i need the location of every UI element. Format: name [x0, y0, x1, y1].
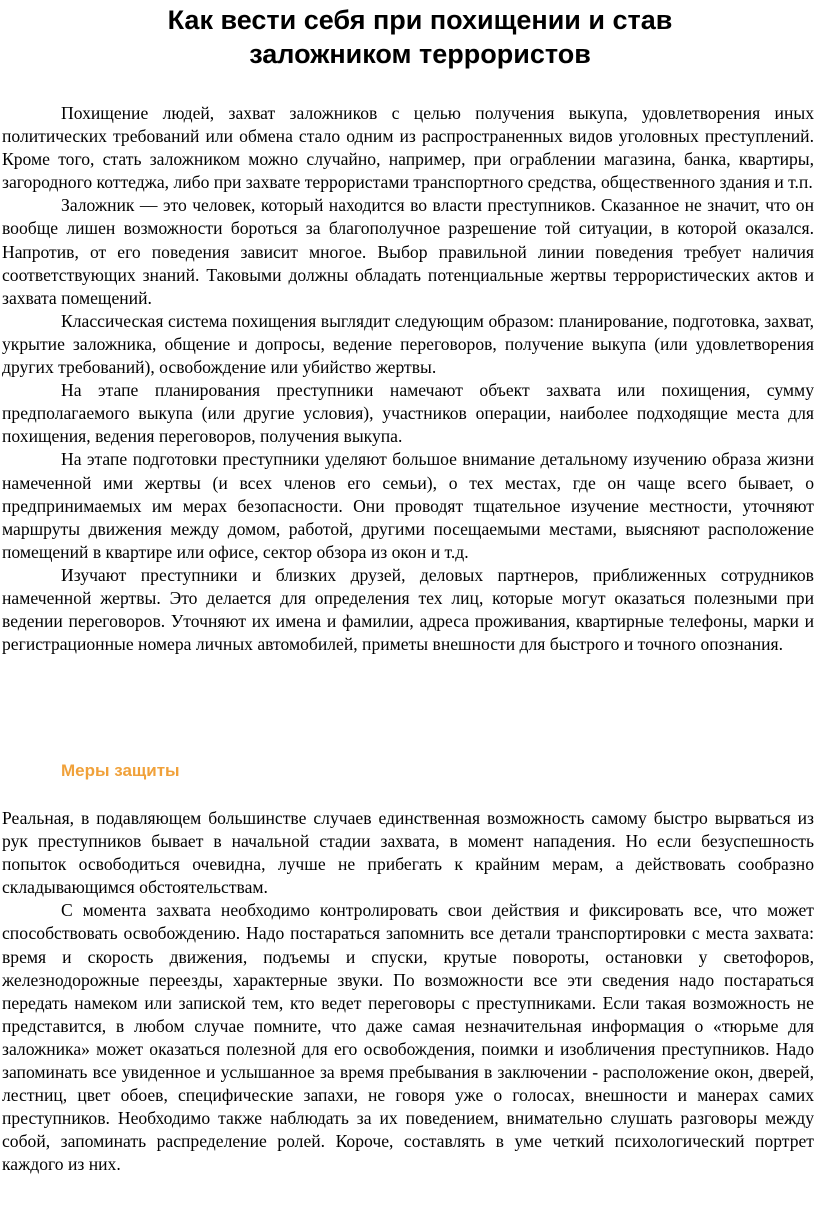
paragraph: Похищение людей, захват заложников с целью получения выкупа, удовлетворения иных политических требований или обмена стало одним из распространенных видов уголовных преступлений. Кроме того, стать заложником можно случайно, например, при ограблении магазина, банка, квартиры, загородного коттеджа, либо при захвате террористами транспортного средства, общественного здания и т.п. — [2, 103, 814, 193]
paragraph: Классическая система похищения выглядит следующим образом: планирование, подготовка, захват, укрытие заложника, общение и допросы, ведение переговоров, получение выкупа (или удовлетворения других требований), освобождение или убийство жертвы. — [2, 310, 814, 378]
paragraph: На этапе подготовки преступники уделяют большое внимание детальному изучению образа жизни намеченной ими жертвы (и всех членов его семьи), о тех местах, где он чаще всего бывает, о предпринимаемых им мерах безопасности. Они проводят тщательное изучение местности, уточняют маршруты движения между домом, работой, другими посещаемыми местами, выясняют расположение помещений в квартире или офисе, сектор обзора из окон и т.д. — [2, 449, 814, 562]
paragraph: Реальная, в подавляющем большинстве случаев единственная возможность самому быстро вырваться из рук преступников бывает в начальной стадии захвата, в момент нападения. Но если безуспешность попыток освободиться очевидна, лучше не прибегать к крайним мерам, а действовать сообразно складывающимся обстоятельствам. — [2, 808, 814, 898]
protection-section — [2, 807, 814, 1177]
paragraph: С момента захвата необходимо контролировать свои действия и фиксировать все, что может способствовать освобождению. Надо постараться запомнить все детали транспортировки с места захвата: время и скорость движения, подъемы и спуски, крутые повороты, остановки у светофоров, железнодорожные переезды, характерные звуки. По возможности все эти сведения надо постараться передать намеком или запиской тем, кто ведет переговоры с преступниками. Если такая возможность не представится, в любом случае помните, что даже самая незначительная информация о «тюрьме для заложника» может оказаться полезной для его освобождения, поимки и изобличения преступников. Надо запоминать все увиденное и услышанное за время пребывания в заключении - расположение окон, дверей, лестниц, цвет обоев, специфические запахи, не говоря уже о голосах, внешности и манерах самих преступников. Необходимо также наблюдать за их поведением, внимательно слушать разговоры между собой, запоминать распределение ролей. Короче, составлять в уме четкий психологический портрет каждого из них. — [2, 900, 814, 1175]
paragraph: Заложник — это человек, который находится во власти преступников. Сказанное не значит, что он вообще лишен возможности бороться за благополучное разрешение той ситуации, в которой оказался. Напротив, от его поведения зависит многое. Выбор правильной линии поведения требует наличия соответствующих знаний. Таковыми должны обладать потенциальные жертвы террористических актов и захвата помещений. — [2, 195, 814, 308]
paragraph: На этапе планирования преступники намечают объект захвата или похищения, сумму предполагаемого выкупа (или другие условия), участников операции, наиболее подходящие места для похищения, ведения переговоров, получения выкупа. — [2, 380, 814, 447]
intro-section — [2, 102, 814, 656]
paragraph: Изучают преступники и близких друзей, деловых партнеров, приближенных сотрудников намеченной жертвы. Это делается для определения тех лиц, которые могут оказаться полезными при ведении переговоров. Уточняют их имена и фамилии, адреса проживания, квартирные телефоны, марки и регистрационные номера личных автомобилей, приметы внешности для быстрого и точного опознания. — [2, 564, 814, 655]
section-heading: Меры защиты — [61, 761, 180, 780]
document-title: Как вести себя при похищении и став заложником террористов — [167, 5, 673, 69]
